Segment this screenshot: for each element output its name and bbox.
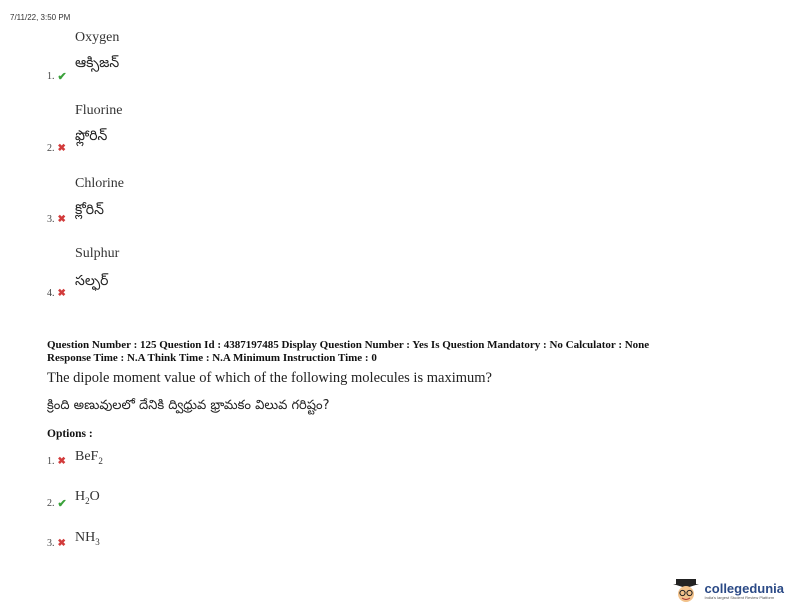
option-1-english: Oxygen [75,30,120,45]
option-2-telugu: ఫ్లోరిన్ [75,128,108,144]
formula-base: NH [75,530,96,545]
option-1-number [47,70,67,83]
option-number: 3. [47,538,55,549]
formula-subscript: 2 [98,455,103,466]
formula-subscript: 3 [95,536,100,547]
option-2-number [47,143,66,154]
check-icon: ✔ [57,71,67,83]
question-meta-line1: Question Number : 125 Question Id : 4387197485 Display Question Number : Yes Is Question Mandatory : No Calculator : None [47,339,650,351]
logo-tagline: India's largest Student Review Platform [704,595,775,600]
option-4-english: Sulphur [75,246,120,261]
option-number: 4. [47,288,55,299]
option-4-telugu: సల్ఫర్ [75,273,109,289]
option-3-number [47,214,66,225]
question-text-telugu: క్రింది అణువులలో దేనికి ద్విధ్రువ భ్రామకం విలువ గరిష్టం? [47,398,330,413]
logo-name: collegedunia [704,581,784,596]
option-4-number [47,288,66,299]
collegedunia-logo [671,578,784,604]
cross-icon: ✖ [57,538,66,549]
answer-1-number [47,456,66,467]
option-3-english: Chlorine [75,176,124,191]
option-number: 1. [47,456,55,467]
answer-3-number [47,538,66,549]
option-3-telugu: క్లోరిన్ [75,202,104,218]
option-1-telugu: ఆక్సిజన్ [75,55,120,71]
question-text-english: The dipole moment value of which of the following molecules is maximum? [47,370,492,386]
cross-icon: ✖ [57,456,66,467]
option-number: 3. [47,214,55,225]
formula-base: BeF [75,449,99,464]
cross-icon: ✖ [57,214,66,225]
answer-2-number [47,497,67,510]
option-number: 1. [47,71,55,82]
formula-base: H [75,489,86,504]
check-icon: ✔ [57,498,67,510]
answer-2-formula [75,489,100,506]
answer-1-formula [75,449,103,466]
cross-icon: ✖ [57,288,66,299]
formula-tail: O [89,489,100,504]
answer-3-formula [75,530,100,547]
option-number: 2. [47,498,55,509]
logo-text-block [705,582,784,600]
question-meta-line2: Response Time : N.A Think Time : N.A Minimum Instruction Time : 0 [47,352,377,364]
options-label: Options : [47,428,93,440]
timestamp: 7/11/22, 3:50 PM [10,13,71,22]
cross-icon: ✖ [57,143,66,154]
option-number: 2. [47,143,55,154]
option-2-english: Fluorine [75,103,123,118]
formula-subscript: 2 [85,495,90,506]
mascot-icon [671,578,701,604]
